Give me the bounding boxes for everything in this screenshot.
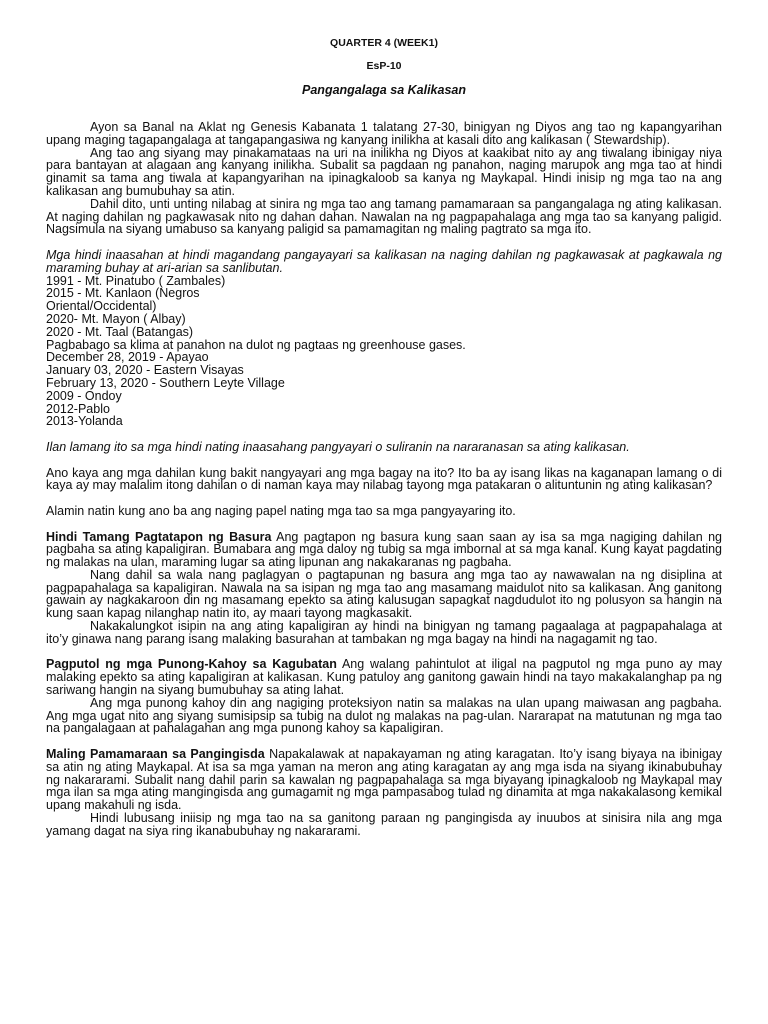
quarter-label: QUARTER 4 (WEEK1): [330, 37, 438, 49]
section-lead-text: Napakalawak at napakayaman ng ating karagatan. Ito’y isang biyaya na ibinigay sa atin ng ating Maykapal. At isa sa mga yaman na meron ang ating karagatan ay ang mga isda na siyang ikinabubuhay ng nakararami. Subalit nang dahil parin sa kawalan ng pagpapahalaga sa mga biyayang ipinagkaloob ng Maykapal may mga ilan sa mga ating mangingisda ang gumagamit ng mga pampasabog tulad ng dinamita at mga nakakalasong kemikal upang makahuli ng isda.: [46, 747, 723, 813]
list-item: January 03, 2020 - Eastern Visayas: [46, 363, 244, 378]
list-item: 1991 - Mt. Pinatubo ( Zambales): [46, 273, 226, 288]
list-item: 2013-Yolanda: [46, 414, 123, 429]
section-paragraph: Hindi lubusang iniisip ng mga tao na sa ganitong paraan ng pangingisda ay inuubos at sinisira nila ang mga yamang dagat na siya ring ikanabubuhay ng nakararami.: [46, 811, 722, 838]
section-paragraph: Nakakalungkot isipin na ang ating kapaligiran ay hindi na binigyan ng tamang pagaalaga at pagpapahalaga at ito’y ginawa nang parang isang malaking basurahan at tambakan ng mga bagay na hindi na nagagamit ng tao.: [46, 619, 722, 646]
list-item: 2020 - Mt. Taal (Batangas): [46, 324, 194, 339]
list-item: 2009 - Ondoy: [46, 388, 122, 403]
document-body: [46, 121, 722, 838]
section-paragraph: Nang dahil sa wala nang paglagyan o pagtapunan ng basura ang mga tao ay nawawalan na ng disiplina at pagpapahalaga sa kapaligiran. Nawala na sa isipan ng mga tao ang masamang maidulot nito sa kalikasan. Ang ganitong gawain ay nagkakaroon din ng masamang epekto sa ating kalusugan sapagkat nagdudulot ito ng polusyon sa hangin na kung saan kapag nilanghap natin ito, ay maari tayong magkasakit.: [46, 567, 722, 621]
section-paragraph: Ang mga punong kahoy din ang nagiging proteksiyon natin sa malakas na ulan upang maiwasan ang pagbaha. Ang mga ugat nito ang siyang sumisipsip sa tubig na dulot ng malakas na pag-ulan. Nararapat na matutunan ng mga tao na pangalagaan at pahalagahan ang mga punong kahoy sa kapaligiran.: [46, 695, 722, 736]
intro-paragraph: Ayon sa Banal na Aklat ng Genesis Kabanata 1 talatang 27-30, binigyan ng Diyos ang tao ng kapangyarihan upang maging tagapangalaga at tangapangasiwa ng kanyang inilikha at kasali dito ang kalikasan ( Stewardship).: [46, 120, 722, 147]
section-lead: [46, 658, 722, 696]
question-paragraph: Ano kaya ang mga dahilan kung bakit nangyayari ang mga bagay na ito? Ito ba ay isang likas na kaganapan lamang o di kaya ay may malalim itong dahilan o di naman kaya may nilabag tayong mga patakaran o alituntunin ng ating kalikasan?: [46, 465, 722, 493]
section-lead: [46, 748, 722, 812]
section-heading: Pagputol ng mga Punong-Kahoy sa Kagubatan: [46, 657, 337, 672]
intro-paragraph: Dahil dito, unti unting nilabag at sinira ng mga tao ang tamang pamamaraan sa pangangalaga ng ating kalikasan. At naging dahilan ng pagkawasak nito ng dahan dahan. Nawalan na ng pagpapahalaga ang mga tao sa kanyang paligid. Nagsimula na siyang umabuso sa kanyang paligid sa pamamagitan ng maling pagtrato sa mga ito.: [46, 196, 722, 237]
section-lead: [46, 531, 722, 569]
section-lead-text: Ang walang pahintulot at iligal na pagputol ng mga puno ay may malaking epekto sa ating kapaligiran at kalikasan. Kung patuloy ang ganitong gawain hindi na tayo makakalanghap pa ng sariwang hangin na siyang bumubuhay sa ating lahat.: [46, 657, 722, 698]
list-item: 2012-Pablo: [46, 401, 110, 416]
intro-paragraph: Ang tao ang siyang may pinakamataas na uri na inilikha ng Diyos at kaakibat nito ay ang tiwalang ibinigay niya para bantayan at alagaan ang kanyang inilikha. Subalit sa pagdaan ng panahon, naging marupok ang mga tao at hindi ginamit sa tama ang tiwala at kapangyarihan na ipinagkaloob sa kanya ng Maykapal. Hindi inisip ng mga tao na ang kalikasan ang bumubuhay sa atin.: [46, 145, 722, 198]
document-title: Pangangalaga sa Kalikasan: [302, 83, 466, 97]
list-item: 2015 - Mt. Kanlaon (Negros: [46, 286, 200, 301]
subject-label: EsP-10: [366, 60, 402, 72]
list-item: February 13, 2020 - Southern Leyte Village: [46, 375, 285, 390]
section-heading: Hindi Tamang Pagtatapon ng Basura: [46, 529, 272, 544]
list-item: 2020- Mt. Mayon ( Albay): [46, 311, 186, 326]
list-heading: Pagbabago sa klima at panahon na dulot ng pagtaas ng greenhouse gases.: [46, 337, 466, 352]
section-heading: Maling Pamamaraan sa Pangingisda: [46, 747, 265, 762]
italic-intro: Mga hindi inaasahan at hindi magandang pangayayari sa kalikasan na naging dahilan ng pagkawasak at pagkawala ng maraming buhay at ari-arian sa sanlibutan.: [46, 247, 722, 275]
role-paragraph: Alamin natin kung ano ba ang naging papel nating mga tao sa mga pangyayaring ito.: [46, 503, 516, 518]
volcano-list: [46, 275, 722, 339]
storm-list: [46, 339, 722, 429]
list-item: December 28, 2019 - Apayao: [46, 350, 209, 365]
italic-summary: Ilan lamang ito sa mga hindi nating inaasahang pangyayari o suliranin na nararanasan sa ating kalikasan.: [46, 439, 630, 454]
section-lead-text: Ang pagtapon ng basura kung saan saan ay isa sa mga nagiging dahilan ng pagbaha sa ating kapaligiran. Bumabara ang mga daloy ng tubig sa mga imbornal at sa mga kanal. Kung kayat pagdating ng malakas na ulan, maraming lugar sa ating lipunan ang nakakaranas ng pagbaha.: [46, 529, 722, 570]
list-item: Oriental/Occidental): [46, 299, 157, 314]
